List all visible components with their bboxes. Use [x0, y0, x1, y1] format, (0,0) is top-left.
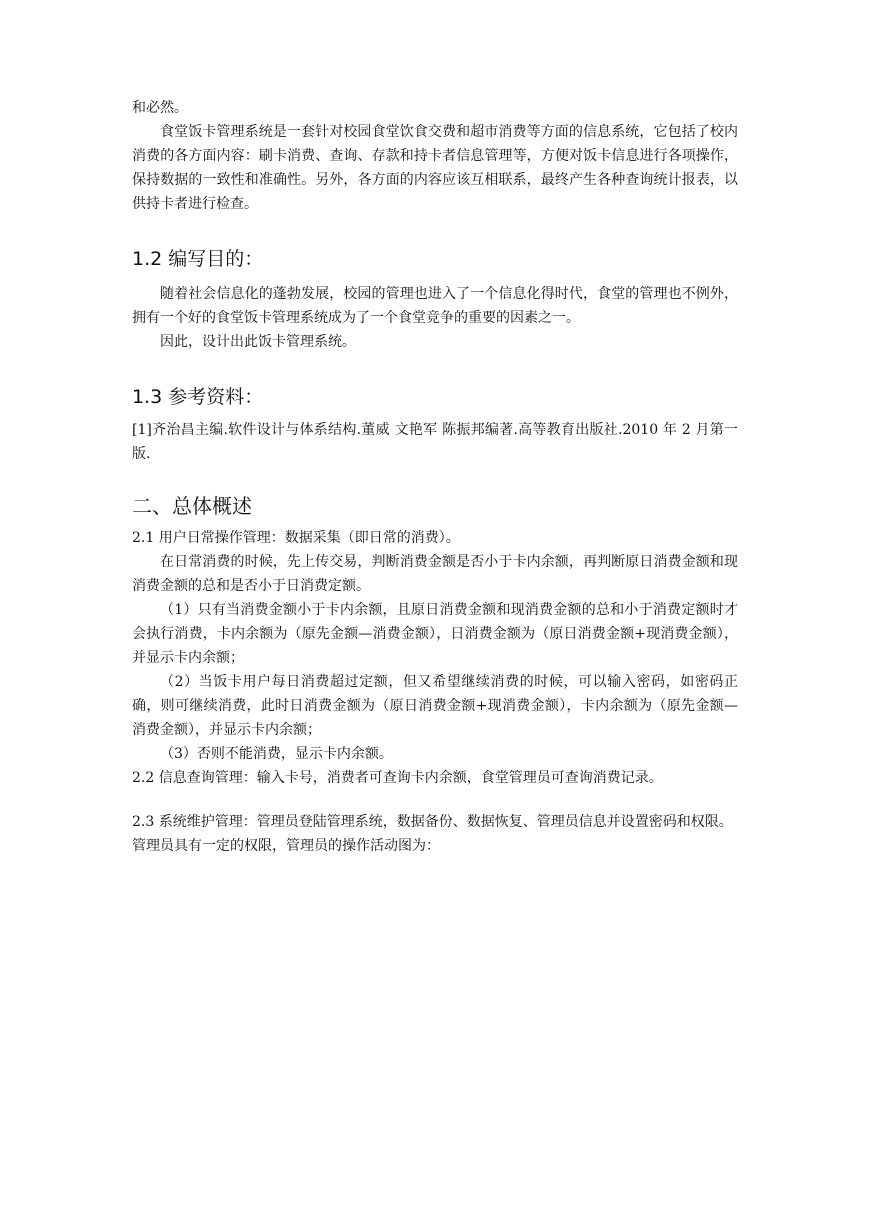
section-2-3: 2.3 系统维护管理：管理员登陆管理系统，数据备份、数据恢复、管理员信息并设置密码和权限。 [132, 814, 733, 830]
section-2-2: 2.2 信息查询管理：输入卡号，消费者可查询卡内余额，食堂管理员可查询消费记录。 [132, 770, 663, 786]
reference-item: [1]齐治昌主编.软件设计与体系结构.董威 文艳军 陈振邦编著.高等教育出版社.2010 年 2 月第一版. [132, 422, 738, 462]
document-page [132, 96, 738, 858]
section-2-1-item-2: （2）当饭卡用户每日消费超过定额，但又希望继续消费的时候，可以输入密码，如密码正确，则可继续消费，此时日消费金额为（原日消费金额+现消费金额），卡内余额为（原先金额—消费金额），并显示卡内余额； [132, 674, 738, 738]
section-2-1-title: 2.1 用户日常操作管理：数据采集（即日常的消费）。 [132, 530, 460, 546]
section-1-2-paragraph-1: 随着社会信息化的蓬勃发展，校园的管理也进入了一个信息化得时代，食堂的管理也不例外，拥有一个好的食堂饭卡管理系统成为了一个食堂竞争的重要的因素之一。 [132, 286, 738, 326]
section-1-2-paragraph-2: 因此，设计出此饭卡管理系统。 [160, 334, 356, 350]
section-2-1-paragraph: 在日常消费的时候，先上传交易，判断消费金额是否小于卡内余额，再判断原日消费金额和现消费金额的总和是否小于日消费定额。 [132, 554, 738, 594]
section-2-1-item-1: （1）只有当消费金额小于卡内余额，且原日消费金额和现消费金额的总和小于消费定额时才会执行消费，卡内余额为（原先金额—消费金额），日消费金额为（原日消费金额+现消费金额），并显示卡内余额； [132, 602, 738, 666]
section-1-3-heading: 1.3 参考资料： [132, 386, 264, 408]
intro-tail: 和必然。 [132, 100, 188, 116]
intro-paragraph: 食堂饭卡管理系统是一套针对校园食堂饮食交费和超市消费等方面的信息系统，它包括了校内消费的各方面内容：刷卡消费、查询、存款和持卡者信息管理等，方便对饭卡信息进行各项操作，保持数据的一致性和准确性。另外，各方面的内容应该互相联系，最终产生各种查询统计报表，以供持卡者进行检查。 [132, 124, 738, 212]
section-2-3-paragraph-2: 管理员具有一定的权限，管理员的操作活动图为： [132, 838, 440, 854]
section-2-1-item-3: （3）否则不能消费，显示卡内余额。 [160, 746, 393, 762]
section-1-2-heading: 1.2 编写目的： [132, 248, 264, 270]
section-2-heading: 二、总体概述 [132, 494, 252, 518]
